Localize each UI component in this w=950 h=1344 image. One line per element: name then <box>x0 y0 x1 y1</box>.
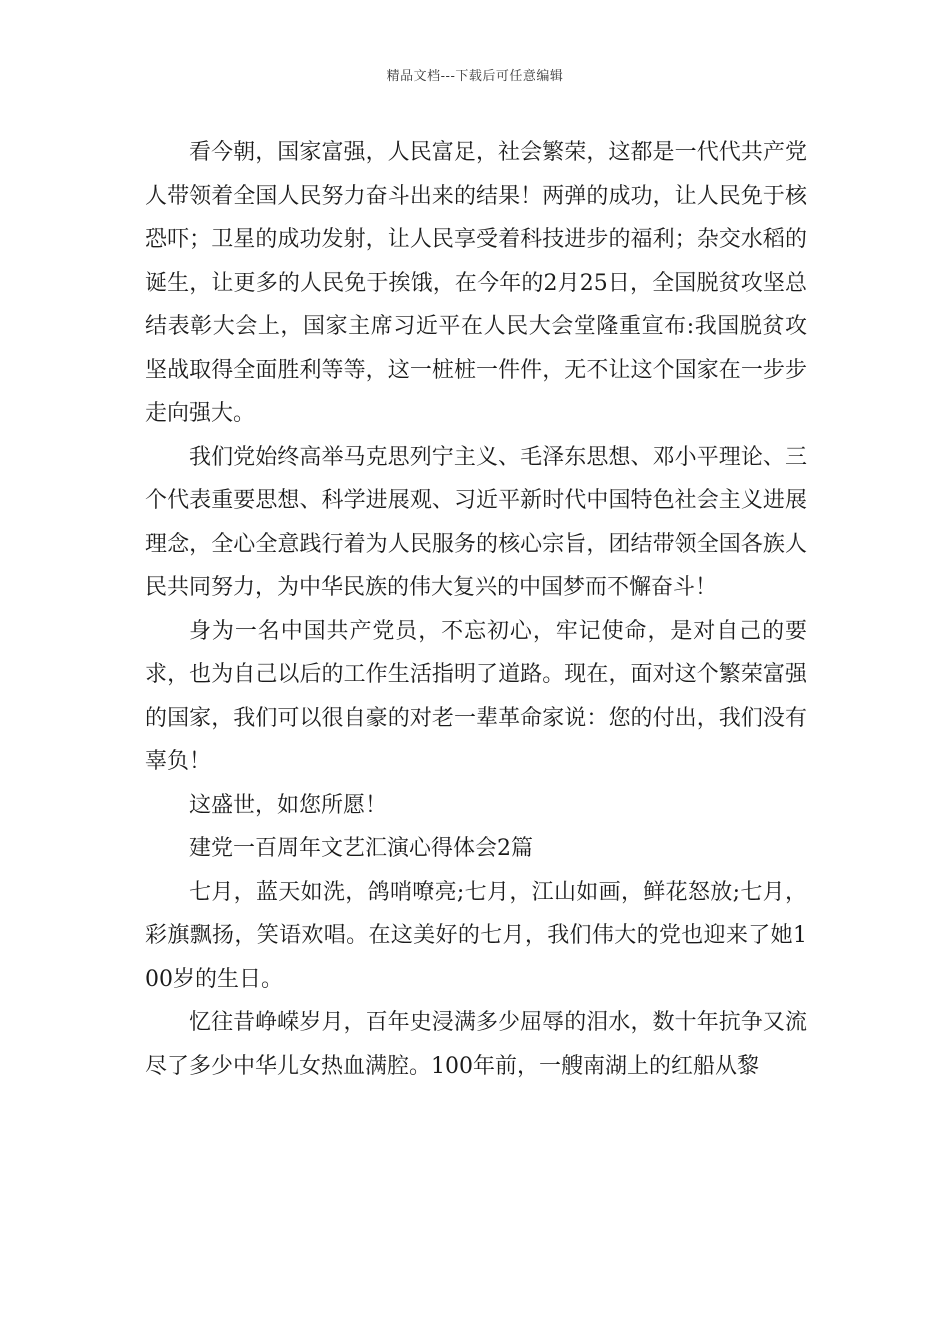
page-header: 精品文档---下载后可任意编辑 <box>386 69 564 84</box>
paragraph-prosperity: 看今朝，国家富强，人民富足，社会繁荣，这都是一代代共产党人带领着全国人民努力奋斗出来的结果！两弹的成功，让人民免于核恐吓；卫星的成功发射，让人民享受着科技进步的福利；杂交水稻的诞生，让更多的人民免于挨饿，在今年的2月25日，全国脱贫攻坚总结表彰大会上，国家主席习近平在人民大会堂隆重宣布:我国脱贫攻坚战取得全面胜利等等，这一桩桩一件件，无不让这个国家在一步步走向强大。 <box>145 140 807 426</box>
paragraph-july: 七月，蓝天如洗，鸽哨嘹亮;七月，江山如画，鲜花怒放;七月，彩旗飘扬，笑语欢唱。在这美好的七月，我们伟大的党也迎来了她100岁的生日。 <box>145 879 807 992</box>
paragraph-party-principles: 我们党始终高举马克思列宁主义、毛泽东思想、邓小平理论、三个代表重要思想、科学进展观、习近平新时代中国特色社会主义进展理念，全心全意践行着为人民服务的核心宗旨，团结带领全国各族人民共同努力，为中华民族的伟大复兴的中国梦而不懈奋斗！ <box>145 444 807 600</box>
paragraph-party-member: 身为一名中国共产党员，不忘初心，牢记使命，是对自己的要求，也为自己以后的工作生活指明了道路。现在，面对这个繁荣富强的国家，我们可以很自豪的对老一辈革命家说：您的付出，我们没有辜负！ <box>145 618 807 774</box>
paragraph-history: 忆往昔峥嵘岁月，百年史浸满多少屈辱的泪水，数十年抗争又流尽了多少中华儿女热血满腔。100年前，一艘南湖上的红船从黎 <box>145 1010 807 1079</box>
paragraph-closing-line: 这盛世，如您所愿！ <box>189 792 388 818</box>
document-body <box>145 131 807 1088</box>
section-heading: 建党一百周年文艺汇演心得体会2篇 <box>189 836 533 861</box>
